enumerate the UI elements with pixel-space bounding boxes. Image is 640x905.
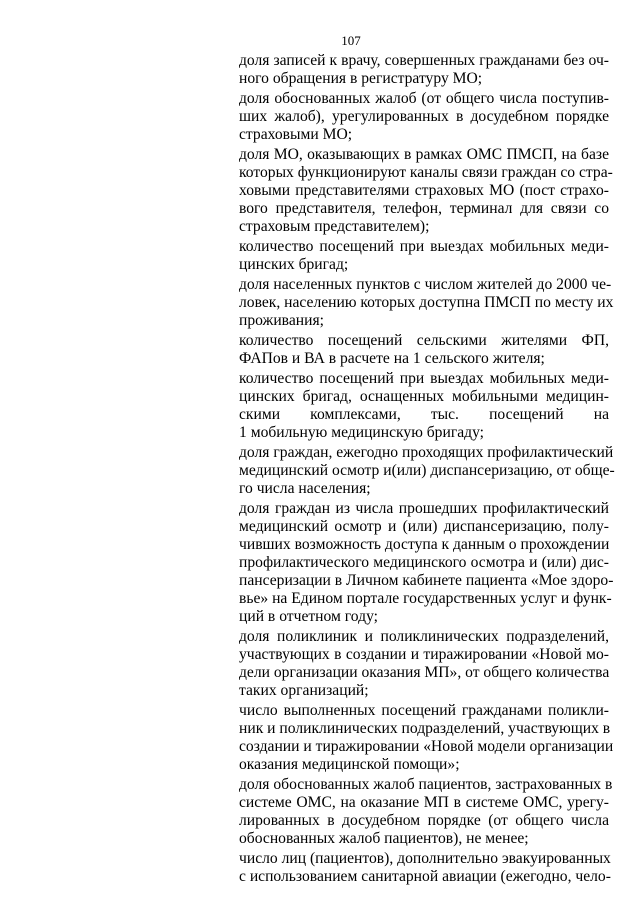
paragraph xyxy=(239,238,609,274)
text-line: обоснованных жалоб пациентов), не менее; xyxy=(239,830,529,847)
text-line: ник и поликлинических подразделений, участвующих в xyxy=(239,720,611,737)
text-line: создании и тиражировании «Новой модели организации xyxy=(239,738,614,755)
text-line: количество посещений при выездах мобильных меди- xyxy=(239,370,609,387)
paragraph xyxy=(239,276,614,330)
text-line: участвующих в создании и тиражировании «Новой мо- xyxy=(239,646,609,663)
paragraph xyxy=(239,628,609,700)
text-line: ховыми представителями страховых МО (пост страхо- xyxy=(239,182,609,199)
paragraph xyxy=(239,850,609,886)
text-line: доля обоснованных жалоб пациентов, застрахованных в xyxy=(239,776,613,793)
paragraph xyxy=(239,776,613,848)
text-line: цинских бригад; xyxy=(239,256,349,273)
text-line: профилактического медицинского осмотра и (или) дис- xyxy=(239,554,609,571)
text-line: вого представителя, телефон, терминал для связи со xyxy=(239,200,609,217)
text-line: количество посещений при выездах мобильных меди- xyxy=(239,238,609,255)
text-line: ций в отчетном году; xyxy=(239,608,379,625)
text-line: 1 мобильную медицинскую бригаду; xyxy=(239,424,484,441)
document-body xyxy=(239,52,615,888)
text-line: проживания; xyxy=(239,312,324,329)
text-line: медицинский осмотр и(или) диспансеризацию, от обще- xyxy=(239,462,615,479)
page-number: 107 xyxy=(341,33,361,48)
text-line: доля записей к врачу, совершенных гражданами без оч- xyxy=(239,52,609,69)
text-line: доля граждан, ежегодно проходящих профилактический xyxy=(239,444,614,461)
text-line: лированных в досудебном порядке (от общего числа xyxy=(239,812,609,829)
paragraph xyxy=(239,500,614,626)
text-line: доля обоснованных жалоб (от общего числа поступив- xyxy=(239,90,609,107)
text-line: число выполненных посещений гражданами поликли- xyxy=(239,702,609,719)
paragraph xyxy=(239,702,614,774)
text-line: ФАПов и ВА в расчете на 1 сельского жителя; xyxy=(239,350,545,367)
paragraph xyxy=(239,146,613,236)
text-line: с использованием санитарной авиации (ежегодно, чело- xyxy=(239,868,611,885)
text-line: страховыми МО; xyxy=(239,126,353,143)
text-line: страховым представителем); xyxy=(239,218,430,235)
text-line: оказания медицинской помощи»; xyxy=(239,756,460,773)
paragraph xyxy=(239,332,609,368)
paragraph xyxy=(239,370,609,442)
text-line: пансеризации в Личном кабинете пациента «Мое здоро- xyxy=(239,572,614,589)
text-line: вье» на Едином портале государственных услуг и функ- xyxy=(239,590,612,607)
text-line: медицинский осмотр и (или) диспансеризацию, полу- xyxy=(239,518,609,535)
text-line: скими комплексами, тыс. посещений на xyxy=(239,406,609,423)
text-line: системе ОМС, на оказание МП в системе ОМС, урегу- xyxy=(239,794,609,811)
text-line: таких организаций; xyxy=(239,682,369,699)
text-line: ного обращения в регистратуру МО; xyxy=(239,70,483,87)
text-line: чивших возможность доступа к данным о прохождении xyxy=(239,536,610,553)
text-line: го числа населения; xyxy=(239,480,371,497)
paragraph xyxy=(239,444,615,498)
text-line: ших жалоб), урегулированных в досудебном порядке xyxy=(239,108,609,125)
paragraph xyxy=(239,90,609,144)
text-line: доля МО, оказывающих в рамках ОМС ПМСП, на базе xyxy=(239,146,609,163)
text-line: доля граждан из числа прошедших профилактический xyxy=(239,500,609,517)
text-line: которых функционируют каналы связи граждан со стра- xyxy=(239,164,613,181)
paragraph xyxy=(239,52,609,88)
text-line: дели организации оказания МП», от общего количества xyxy=(239,664,610,681)
text-line: доля населенных пунктов с числом жителей до 2000 че- xyxy=(239,276,612,293)
text-line: цинских бригад, оснащенных мобильными медицин- xyxy=(239,388,609,405)
text-line: доля поликлиник и поликлинических подразделений, xyxy=(239,628,609,645)
text-line: число лиц (пациентов), дополнительно эвакуированных xyxy=(239,850,611,867)
text-line: ловек, населению которых доступна ПМСП по месту их xyxy=(239,294,614,311)
text-line: количество посещений сельскими жителями ФП, xyxy=(239,332,609,349)
